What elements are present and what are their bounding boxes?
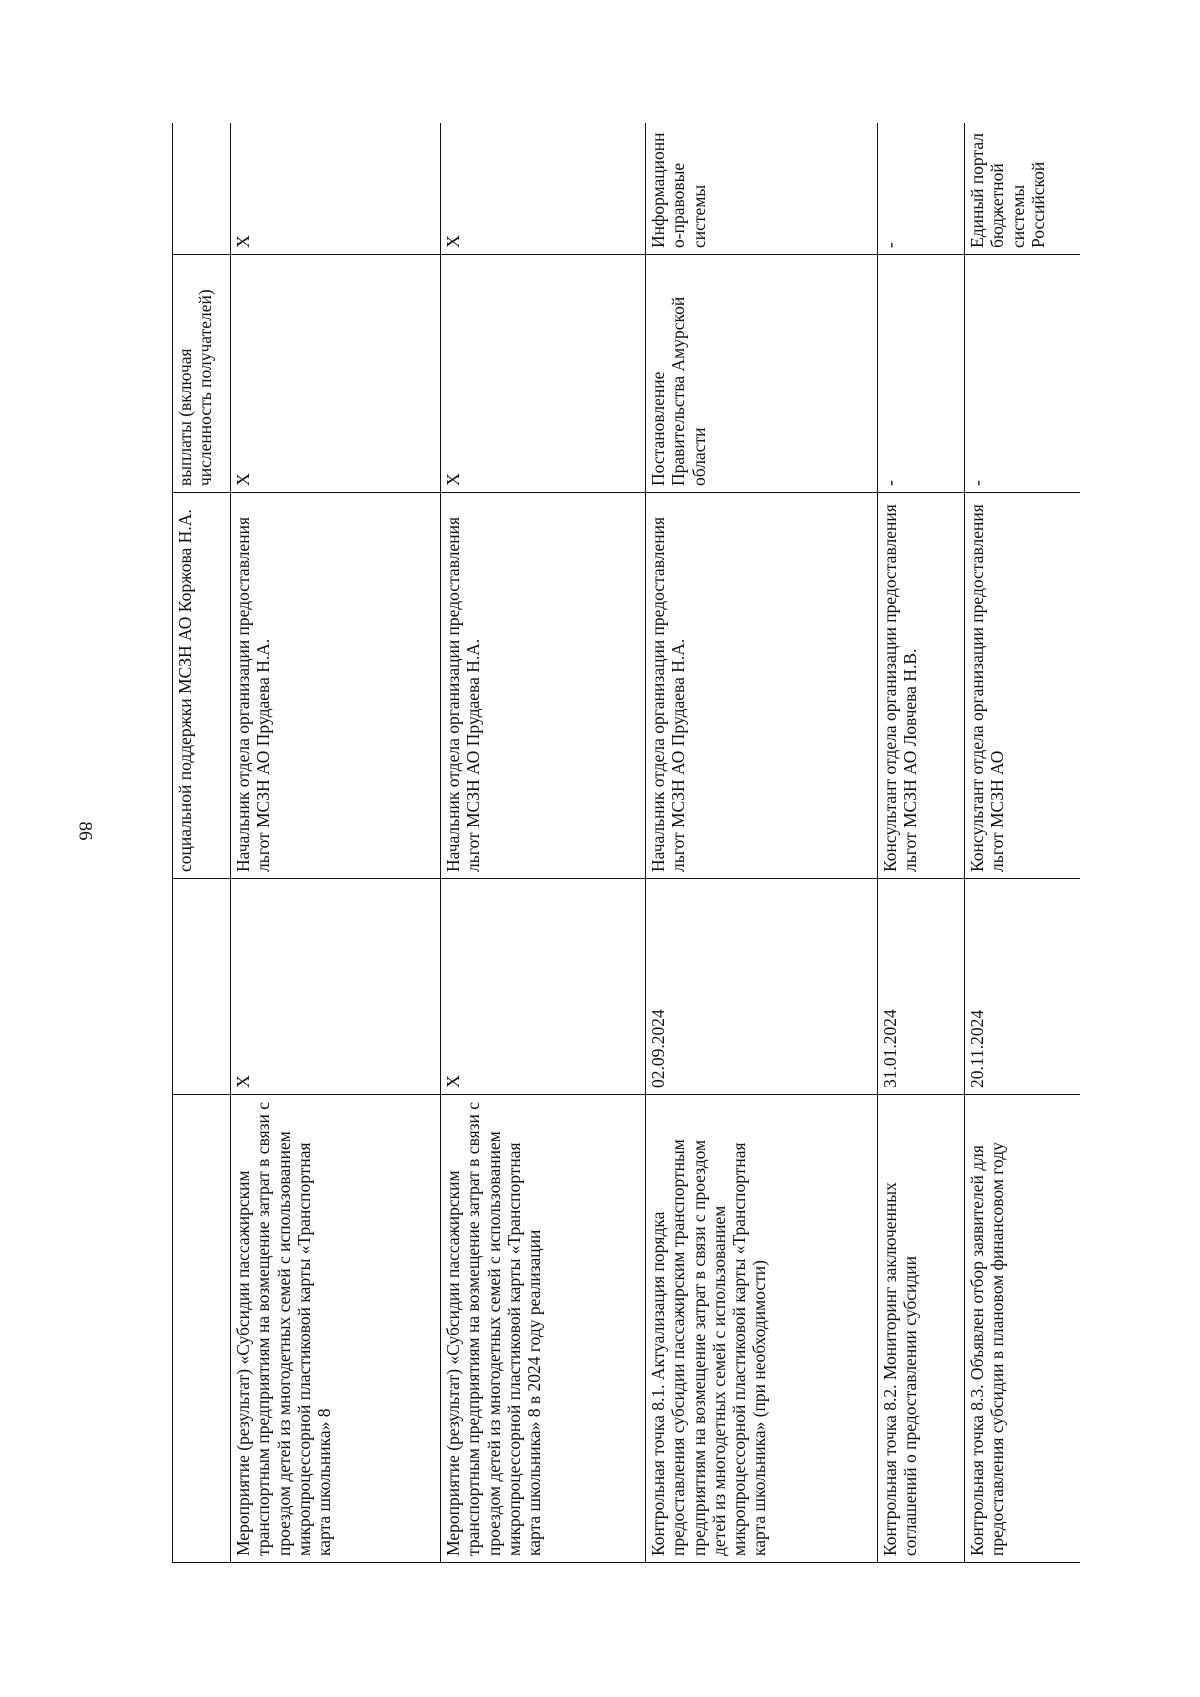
system-cell <box>173 123 231 255</box>
table-row <box>441 123 646 1563</box>
event-cell <box>173 1095 231 1563</box>
table-row <box>231 123 441 1563</box>
date-cell <box>173 879 231 1095</box>
system-cell: Единый портал бюджетной системы Российской <box>965 123 1081 255</box>
table-row <box>173 123 231 1563</box>
event-cell: Контрольная точка 8.3. Объявлен отбор заявителей для предоставления субсидии в плановом финансовом году <box>965 1095 1081 1563</box>
page-number: 86 <box>74 821 96 841</box>
system-cell: - <box>878 123 965 255</box>
responsible-cell: Начальник отдела организации предоставления льгот МСЗН АО Прудаева Н.А. <box>231 493 441 879</box>
document-cell: X <box>231 255 441 493</box>
system-cell: Информационн о-правовые системы <box>646 123 878 255</box>
responsible-cell: Консультант отдела организации предоставления льгот МСЗН АО <box>965 493 1081 879</box>
document-cell: - <box>878 255 965 493</box>
document-cell: Постановление Правительства Амурской области <box>646 255 878 493</box>
document-cell: X <box>441 255 646 493</box>
table-wrapper <box>172 123 1080 1563</box>
event-cell: Контрольная точка 8.2. Мониторинг заключенных соглашений о предоставлении субсидии <box>878 1095 965 1563</box>
table-row <box>965 123 1081 1563</box>
responsible-cell: Начальник отдела организации предоставления льгот МСЗН АО Прудаева Н.А. <box>646 493 878 879</box>
system-cell: X <box>231 123 441 255</box>
system-cell: X <box>441 123 646 255</box>
date-cell: 31.01.2024 <box>878 879 965 1095</box>
rotated-table-frame <box>172 123 1080 1563</box>
activities-table <box>172 123 1080 1563</box>
event-cell: Мероприятие (результат) «Субсидии пассажирским транспортным предприятиям на возмещение затрат в связи с проездом детей из многодетных семей с использованием микропроцессорной пластиковой карты «Транспортная карта школьника» 8 <box>231 1095 441 1563</box>
document-cell: выплаты (включая численность получателей) <box>173 255 231 493</box>
date-cell: 20.11.2024 <box>965 879 1081 1095</box>
date-cell: 02.09.2024 <box>646 879 878 1095</box>
document-cell: - <box>965 255 1081 493</box>
responsible-cell: социальной поддержки МСЗН АО Коржова Н.А. <box>173 493 231 879</box>
responsible-cell: Начальник отдела организации предоставления льгот МСЗН АО Прудаева Н.А. <box>441 493 646 879</box>
table-row <box>878 123 965 1563</box>
event-cell: Мероприятие (результат) «Субсидии пассажирским транспортным предприятиям на возмещение затрат в связи с проездом детей из многодетных семей с использованием микропроцессорной пластиковой карты «Транспортная карта школьника» 8 в 2024 году реализации <box>441 1095 646 1563</box>
table-row <box>646 123 878 1563</box>
date-cell: X <box>441 879 646 1095</box>
event-cell: Контрольная точка 8.1. Актуализация порядка предоставления субсидии пассажирским транспортным предприятиям на возмещение затрат в связи с проездом детей из многодетных семей с использованием микропроцессорной пластиковой карты «Транспортная карта школьника» (при необходимости) <box>646 1095 878 1563</box>
date-cell: X <box>231 879 441 1095</box>
responsible-cell: Консультант отдела организации предоставления льгот МСЗН АО Ловчева Н.В. <box>878 493 965 879</box>
